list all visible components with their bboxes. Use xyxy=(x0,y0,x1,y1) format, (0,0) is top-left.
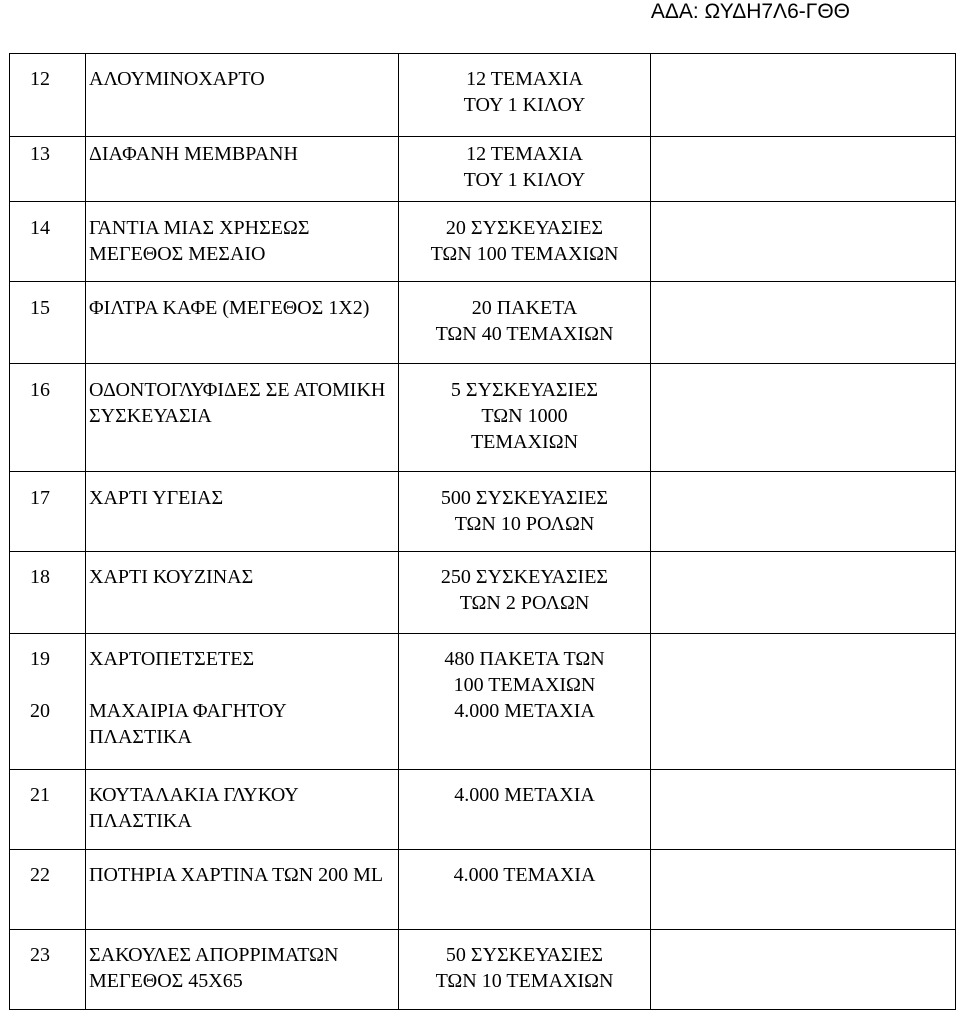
table-row xyxy=(10,137,956,202)
table-row xyxy=(10,282,956,364)
item-quantity: 4.000 ΤΕΜΑΧΙΑ xyxy=(453,864,596,886)
item-number: 12 xyxy=(30,68,50,90)
item-number: 16 xyxy=(30,379,50,401)
empty-cell xyxy=(651,364,956,472)
item-description: ΜΑΧΑΙΡΙΑ ΦΑΓΗΤΟΥ ΠΛΑΣΤΙΚΑ xyxy=(89,700,287,748)
item-quantity: 4.000 ΜΕΤΑΧΙΑ xyxy=(454,784,595,806)
item-description: ΣΑΚΟΥΛΕΣ ΑΠΟΡΡΙΜΑΤΩΝ ΜΕΓΕΘΟΣ 45Χ65 xyxy=(89,944,339,992)
item-description: ΔΙΑΦΑΝΗ ΜΕΜΒΡΑΝΗ xyxy=(89,143,298,165)
table-row xyxy=(10,634,956,770)
item-description: ΧΑΡΤΙ ΥΓΕΙΑΣ xyxy=(89,487,224,509)
table-row xyxy=(10,552,956,634)
table-row xyxy=(10,472,956,552)
ada-code: ΑΔΑ: ΩΥΔΗ7Λ6-ΓΘΘ xyxy=(650,0,850,23)
item-number: 20 xyxy=(30,700,50,722)
item-number: 14 xyxy=(30,217,50,239)
empty-cell xyxy=(651,472,956,552)
item-number: 15 xyxy=(30,297,50,319)
item-description: ΧΑΡΤΙ ΚΟΥΖΙΝΑΣ xyxy=(89,566,254,588)
table-row xyxy=(10,850,956,930)
item-quantity: 480 ΠΑΚΕΤΑ ΤΩΝ 100 ΤΕΜΑΧΙΩΝ xyxy=(444,648,605,696)
table-row xyxy=(10,202,956,282)
empty-cell xyxy=(651,850,956,930)
item-number: 21 xyxy=(30,784,50,806)
item-description: ΟΔΟΝΤΟΓΛΥΦΙΔΕΣ ΣΕ ΑΤΟΜΙΚΗ ΣΥΣΚΕΥΑΣΙΑ xyxy=(89,379,386,427)
table-row xyxy=(10,930,956,1010)
item-quantity: 50 ΣΥΣΚΕΥΑΣΙΕΣ ΤΩΝ 10 ΤΕΜΑΧΙΩΝ xyxy=(435,944,614,992)
empty-cell xyxy=(651,202,956,282)
item-description: ΦΙΛΤΡΑ ΚΑΦΕ (ΜΕΓΕΘΟΣ 1Χ2) xyxy=(89,297,370,319)
table-row xyxy=(10,54,956,137)
item-number: 18 xyxy=(30,566,50,588)
item-quantity: 12 ΤΕΜΑΧΙΑ ΤΟΥ 1 ΚΙΛΟΥ xyxy=(463,68,586,116)
item-number: 17 xyxy=(30,487,50,509)
item-description: ΑΛΟΥΜΙΝΟΧΑΡΤΟ xyxy=(89,68,265,90)
item-number: 23 xyxy=(30,944,50,966)
empty-cell xyxy=(651,634,956,770)
item-quantity: 12 ΤΕΜΑΧΙΑ ΤΟΥ 1 ΚΙΛΟΥ xyxy=(463,143,586,191)
empty-cell xyxy=(651,54,956,137)
item-description: ΠΟΤΗΡΙΑ ΧΑΡΤΙΝΑ ΤΩΝ 200 ML xyxy=(89,864,384,886)
empty-cell xyxy=(651,930,956,1010)
item-description: ΚΟΥΤΑΛΑΚΙΑ ΓΛΥΚΟΥ ΠΛΑΣΤΙΚΑ xyxy=(89,784,298,832)
empty-cell xyxy=(651,137,956,202)
empty-cell xyxy=(651,770,956,850)
item-quantity: 4.000 ΜΕΤΑΧΙΑ xyxy=(454,700,595,722)
table-row xyxy=(10,364,956,472)
item-quantity: 20 ΣΥΣΚΕΥΑΣΙΕΣ ΤΩΝ 100 ΤΕΜΑΧΙΩΝ xyxy=(430,217,619,265)
table-row xyxy=(10,770,956,850)
empty-cell xyxy=(651,552,956,634)
item-description: ΓΑΝΤΙΑ ΜΙΑΣ ΧΡΗΣΕΩΣ ΜΕΓΕΘΟΣ ΜΕΣΑΙΟ xyxy=(89,217,310,265)
item-quantity: 500 ΣΥΣΚΕΥΑΣΙΕΣ ΤΩΝ 10 ΡΟΛΩΝ xyxy=(440,487,609,535)
item-quantity: 5 ΣΥΣΚΕΥΑΣΙΕΣ ΤΩΝ 1000 ΤΕΜΑΧΙΩΝ xyxy=(450,379,599,453)
item-quantity: 250 ΣΥΣΚΕΥΑΣΙΕΣ ΤΩΝ 2 ΡΟΛΩΝ xyxy=(440,566,609,614)
item-number: 22 xyxy=(30,864,50,886)
item-quantity: 20 ΠΑΚΕΤΑ ΤΩΝ 40 ΤΕΜΑΧΙΩΝ xyxy=(435,297,614,345)
item-number: 19 xyxy=(30,648,50,670)
items-table xyxy=(9,53,956,1010)
item-description: ΧΑΡΤΟΠΕΤΣΕΤΕΣ xyxy=(89,648,255,670)
item-number: 13 xyxy=(30,143,50,165)
empty-cell xyxy=(651,282,956,364)
